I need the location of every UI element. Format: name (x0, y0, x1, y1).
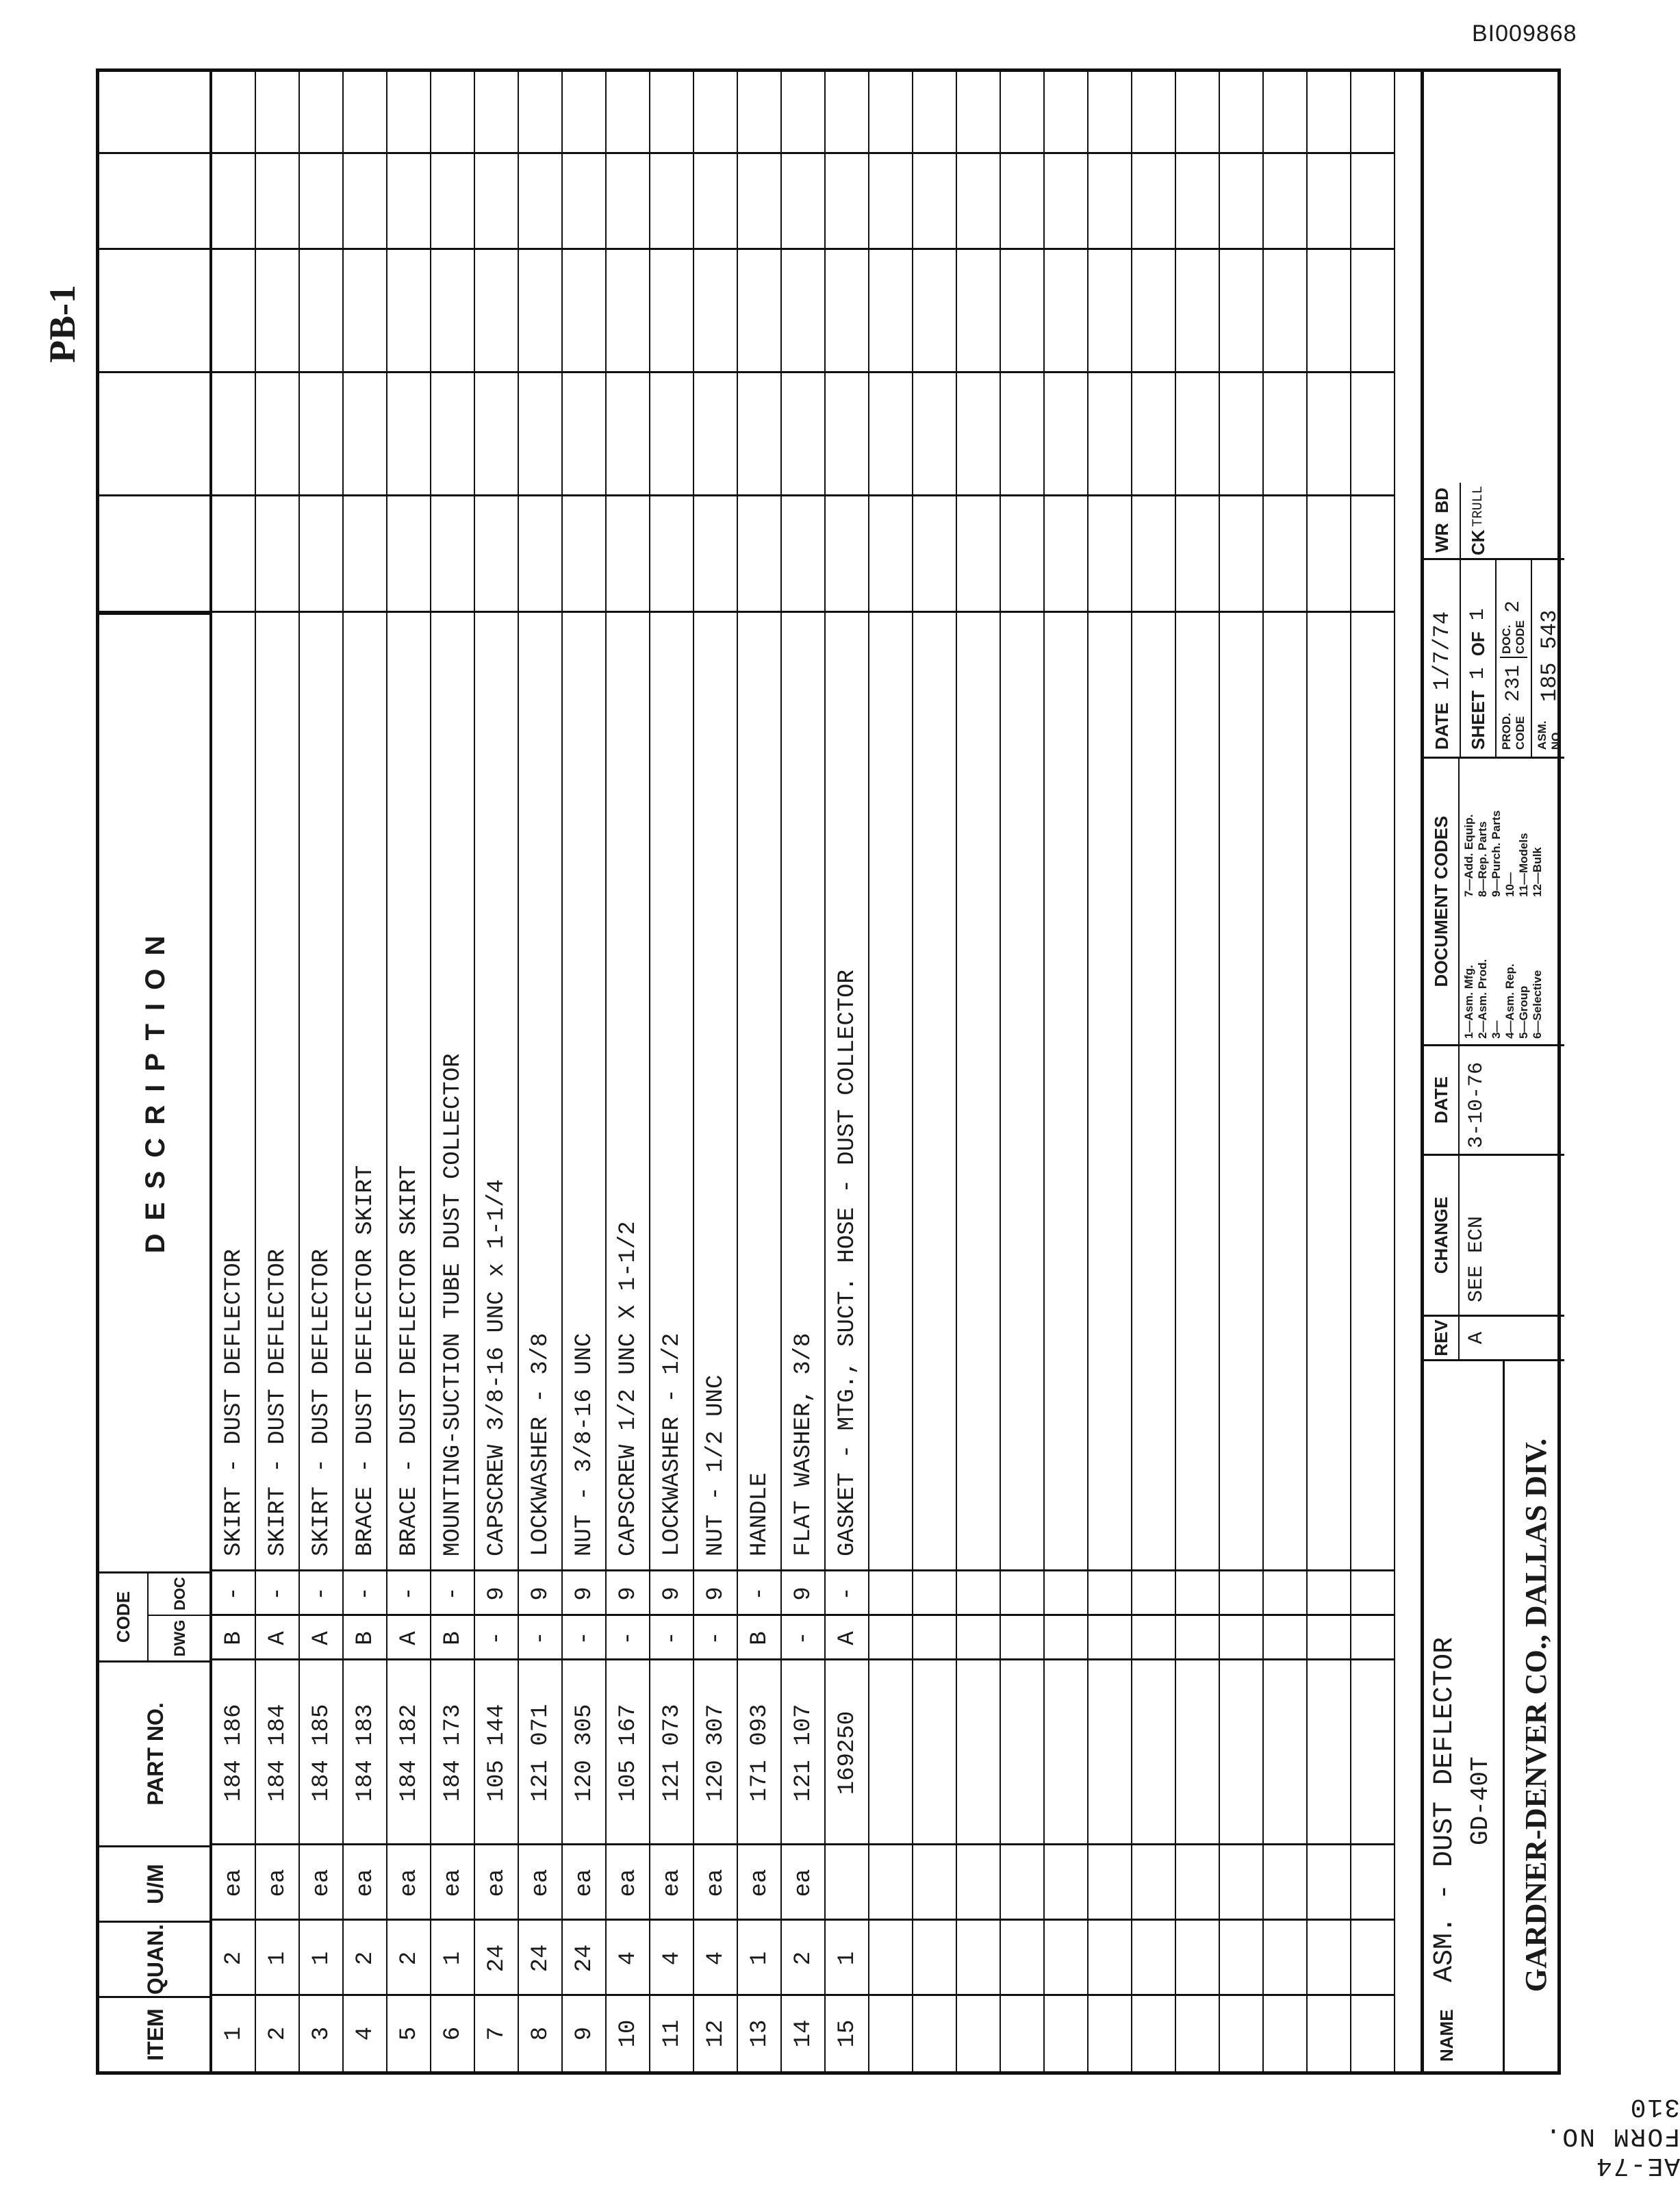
document-code-entry: 11—Models (1517, 833, 1530, 897)
cell-um: ea (221, 1869, 247, 1897)
wr-bd-row (1424, 483, 1461, 558)
cell-part: 171 093 (747, 1704, 773, 1802)
date-value: 1/7/74 (1429, 611, 1455, 691)
cell-dwg: - (703, 1631, 729, 1645)
cell-doc: - (440, 1586, 466, 1601)
cell-um: ea (615, 1869, 641, 1897)
asm-no-value: 185 543 (1536, 609, 1562, 702)
cell-quan: 1 (835, 1951, 861, 1966)
cell-item: 3 (309, 2026, 335, 2041)
cell-item: 2 (265, 2026, 291, 2041)
cell-quan: 2 (791, 1951, 817, 1966)
document-code-entry: 5—Group (1517, 985, 1530, 1039)
column-rule (212, 152, 1395, 154)
cell-item: 10 (615, 2019, 641, 2048)
header-column-rule (99, 248, 212, 250)
cell-item: 13 (747, 2019, 773, 2048)
cell-dwg: - (615, 1631, 641, 1645)
cell-doc: 9 (572, 1586, 598, 1601)
cell-desc: BRACE - DUST DEFLECTOR SKIRT (396, 1165, 422, 1556)
cell-quan: 2 (353, 1951, 379, 1966)
cell-quan: 2 (396, 1951, 422, 1966)
cell-dwg: A (835, 1631, 861, 1645)
cell-dwg: B (353, 1631, 379, 1645)
document-codes-label: DOCUMENT CODES (1424, 759, 1460, 1044)
cell-quan: 1 (309, 1951, 335, 1966)
cell-desc: LOCKWASHER - 3/8 (528, 1332, 554, 1556)
ck-row (1461, 483, 1495, 558)
cell-item: 4 (353, 2026, 379, 2041)
document-code-entry: 12—Bulk (1531, 847, 1544, 897)
column-rule (212, 1919, 1395, 1921)
cell-doc: 9 (791, 1586, 817, 1601)
cell-quan: 24 (572, 1944, 598, 1973)
column-rule (212, 1843, 1395, 1845)
column-rule (212, 248, 1395, 250)
cell-desc: SKIRT - DUST DEFLECTOR (265, 1249, 291, 1556)
cell-um: ea (659, 1869, 685, 1897)
ck-label: CK (1467, 529, 1488, 555)
prod-code-label: PROD. CODE (1500, 713, 1527, 750)
cell-doc: - (265, 1586, 291, 1601)
sheet-label-field: SHEET (1467, 690, 1488, 750)
cell-item: 9 (572, 2026, 598, 2041)
cell-doc: 9 (659, 1586, 685, 1601)
document-code-entry: 8—Rep. Parts (1476, 821, 1489, 897)
cell-um: ea (309, 1869, 335, 1897)
cell-um: ea (484, 1869, 510, 1897)
asm-no-label: ASM. NO. (1536, 720, 1562, 750)
column-rule (212, 1614, 1395, 1616)
cell-quan: 1 (265, 1951, 291, 1966)
cell-item: 15 (835, 2019, 861, 2048)
cell-desc: GASKET - MTG., SUCT. HOSE - DUST COLLECTOR (835, 970, 861, 1556)
date-sheet-box (1424, 558, 1564, 757)
header-column-rule (99, 611, 212, 613)
cell-desc: MOUNTING-SUCTION TUBE DUST COLLECTOR (440, 1053, 466, 1556)
cell-part: 184 186 (221, 1704, 247, 1802)
cell-doc: - (309, 1586, 335, 1601)
cell-part: 184 173 (440, 1704, 466, 1802)
cell-part: 121 107 (791, 1704, 817, 1802)
cell-dwg: B (747, 1631, 773, 1645)
cell-dwg: B (440, 1631, 466, 1645)
cell-dwg: - (484, 1631, 510, 1645)
company-name: GARDNER-DENVER CO., DALLAS DIV. (1503, 1359, 1566, 2071)
document-code-entry: 1—Asm. Mfg. (1462, 965, 1475, 1039)
doc-code-label: DOC. CODE (1500, 620, 1527, 658)
header-code-label: CODE (99, 1573, 149, 1660)
cell-item: 1 (221, 2026, 247, 2041)
cell-quan: 4 (615, 1951, 641, 1966)
wr-label: WR (1431, 522, 1452, 553)
cell-quan: 24 (528, 1944, 554, 1973)
sheet-value: 1 (1466, 667, 1490, 680)
cell-desc: HANDLE (747, 1472, 773, 1556)
sheet-label: PB-1 (42, 285, 83, 363)
document-code-entry: 2—Asm. Prod. (1476, 959, 1489, 1039)
header-quan: QUAN. (99, 1921, 212, 1996)
cell-desc: CAPSCREW 3/8-16 UNC x 1-1/4 (484, 1179, 510, 1556)
change-label: CHANGE (1424, 1156, 1460, 1315)
table-header (99, 72, 212, 2071)
header-doc: DOC (170, 1577, 188, 1610)
cell-part: 105 144 (484, 1704, 510, 1802)
cell-desc: LOCKWASHER - 1/2 (659, 1332, 685, 1556)
cell-desc: SKIRT - DUST DEFLECTOR (309, 1249, 335, 1556)
cell-part: 121 073 (659, 1704, 685, 1802)
title-block (1421, 72, 1564, 2071)
form-number: AE-74 FORM NO. 310 (1544, 2092, 1680, 2180)
document-code-entry: 9—Purch. Parts (1490, 810, 1503, 897)
cell-doc: 9 (484, 1586, 510, 1601)
ck-value: TRULL (1470, 485, 1486, 527)
document-code-entry: 3— (1490, 1020, 1503, 1039)
cell-dwg: - (572, 1631, 598, 1645)
model-value: GD-40T (1466, 1756, 1494, 1845)
cell-part: 120 307 (703, 1704, 729, 1802)
cell-part: 105 167 (615, 1704, 641, 1802)
doc-code-value: 2 (1502, 600, 1525, 613)
cell-dwg: A (309, 1631, 335, 1645)
header-column-rule (99, 152, 212, 154)
cell-part: 184 182 (396, 1704, 422, 1802)
date-label: DATE (1431, 703, 1452, 750)
cell-um: ea (703, 1869, 729, 1897)
cell-part: 169250 (835, 1710, 861, 1795)
column-rule (212, 1569, 1395, 1571)
column-rule (212, 611, 1395, 613)
change-value: SEE ECN (1465, 1215, 1488, 1302)
rev-box (1424, 1315, 1564, 1359)
cell-um: ea (353, 1869, 379, 1897)
change-date-label: DATE (1424, 1046, 1460, 1154)
name-label: NAME (1436, 2009, 1457, 2062)
of-label: OF (1467, 631, 1488, 657)
cell-um (826, 1845, 869, 1921)
prod-code-value: 231 (1502, 664, 1525, 702)
cell-um: ea (528, 1869, 554, 1897)
cell-item: 11 (659, 2019, 685, 2048)
column-rule (212, 494, 1395, 496)
cell-desc: NUT - 1/2 UNC (703, 1374, 729, 1556)
cell-um: ea (747, 1869, 773, 1897)
cell-quan: 1 (440, 1951, 466, 1966)
cell-desc: CAPSCREW 1/2 UNC X 1-1/2 (615, 1221, 641, 1556)
document-code-entry: 4—Asm. Rep. (1503, 963, 1516, 1039)
header-column-rule (99, 494, 212, 496)
title-name-box (1424, 1359, 1564, 2071)
cell-part: 120 305 (572, 1704, 598, 1802)
header-description: D E S C R I P T I O N (99, 613, 212, 1571)
cell-desc: NUT - 3/8-16 UNC (572, 1332, 598, 1556)
cell-doc: - (353, 1586, 379, 1601)
approvals-box (1424, 483, 1564, 558)
rev-value: A (1465, 1332, 1488, 1345)
cell-doc: 9 (528, 1586, 554, 1601)
cell-quan: 1 (747, 1951, 773, 1966)
column-rule (212, 1658, 1395, 1660)
cell-dwg: - (791, 1631, 817, 1645)
cell-part: 184 184 (265, 1704, 291, 1802)
cell-um: ea (440, 1869, 466, 1897)
cell-doc: - (221, 1586, 247, 1601)
cell-quan: 4 (659, 1951, 685, 1966)
cell-quan: 2 (221, 1951, 247, 1966)
cell-desc: BRACE - DUST DEFLECTOR SKIRT (353, 1165, 379, 1556)
change-date-box (1424, 1044, 1564, 1154)
cell-part: 184 183 (353, 1704, 379, 1802)
cell-quan: 4 (703, 1951, 729, 1966)
cell-um: ea (265, 1869, 291, 1897)
cell-um: ea (791, 1869, 817, 1897)
cell-dwg: A (396, 1631, 422, 1645)
cell-dwg: B (221, 1631, 247, 1645)
prod-code-row (1497, 560, 1532, 757)
rev-label: REV (1424, 1317, 1460, 1359)
cell-doc: 9 (703, 1586, 729, 1601)
cell-item: 8 (528, 2026, 554, 2041)
change-date-value: 3-10-76 (1465, 1061, 1488, 1148)
document-codes-left (1462, 902, 1544, 1039)
header-part-no: PART NO. (99, 1660, 212, 1845)
header-um: U/M (99, 1845, 212, 1921)
document-code-entry: 6—Selective (1531, 970, 1544, 1039)
header-dwg: DWG (147, 1615, 212, 1660)
document-code-entry: 7—Add. Equip. (1462, 814, 1475, 897)
cell-um: ea (396, 1869, 422, 1897)
cell-um: ea (572, 1869, 598, 1897)
cell-part: 121 071 (528, 1704, 554, 1802)
parts-list-form (96, 68, 1561, 2075)
cell-dwg: A (265, 1631, 291, 1645)
document-codes-right (1462, 760, 1544, 897)
parts-table-body (212, 72, 1421, 2071)
header-item: ITEM (99, 1996, 212, 2071)
header-column-rule (99, 371, 212, 373)
sheet-row (1461, 560, 1497, 757)
name-value: ASM. - DUST DEFLECTOR (1429, 1636, 1460, 1982)
bd-label: BD (1431, 488, 1452, 514)
cell-quan: 24 (484, 1944, 510, 1973)
cell-doc: - (396, 1586, 422, 1601)
asm-no-row (1532, 560, 1566, 757)
date-row (1424, 560, 1461, 757)
cell-dwg: - (659, 1631, 685, 1645)
header-code (99, 1571, 212, 1660)
cell-doc: - (835, 1586, 861, 1601)
cell-item: 5 (396, 2026, 422, 2041)
cell-doc: 9 (615, 1586, 641, 1601)
cell-item: 12 (703, 2019, 729, 2048)
cell-dwg: - (528, 1631, 554, 1645)
cell-item: 14 (791, 2019, 817, 2048)
page-id: BI009868 (1472, 21, 1577, 47)
document-codes-box (1424, 757, 1564, 1044)
cell-doc: - (747, 1586, 773, 1601)
cell-part: 184 185 (309, 1704, 335, 1802)
of-value: 1 (1466, 608, 1490, 621)
cell-item: 7 (484, 2026, 510, 2041)
cell-desc: SKIRT - DUST DEFLECTOR (221, 1249, 247, 1556)
change-box (1424, 1154, 1564, 1315)
document-code-entry: 10— (1503, 872, 1516, 897)
cell-item: 6 (440, 2026, 466, 2041)
cell-desc: FLAT WASHER, 3/8 (791, 1332, 817, 1556)
column-rule (212, 371, 1395, 373)
column-rule (212, 1994, 1395, 1996)
